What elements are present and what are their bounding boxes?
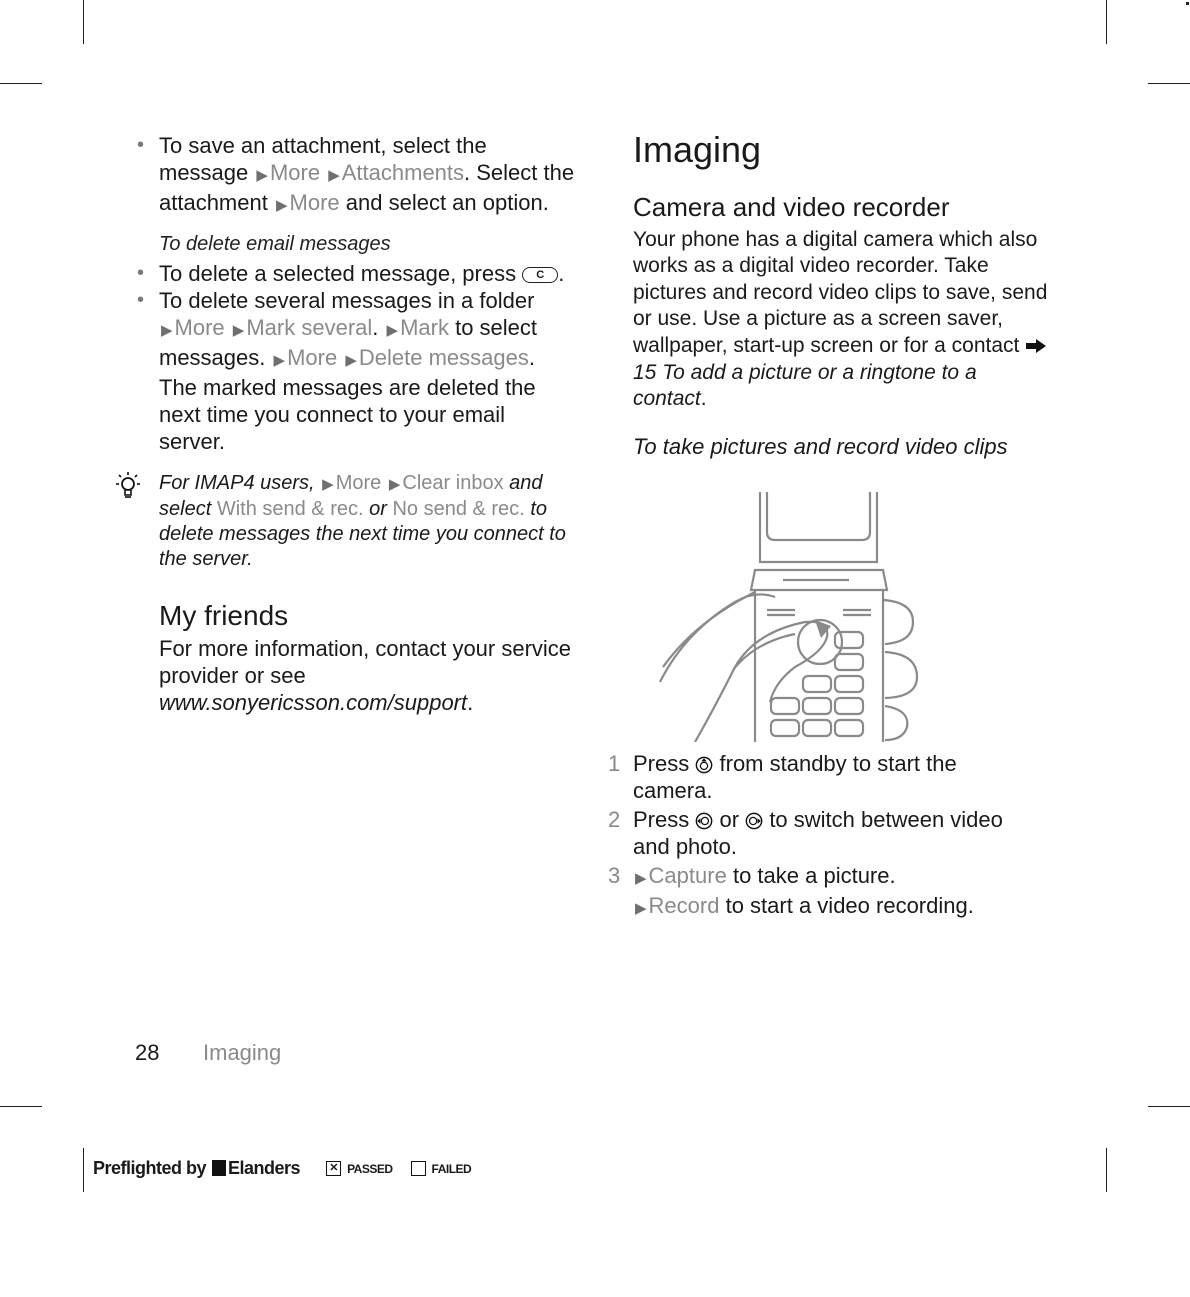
crop-mark — [1106, 0, 1107, 44]
step-1: 1 Press from standby to start the camera. — [608, 751, 957, 803]
page-number: 28 — [135, 1040, 160, 1065]
camera-intro: Your phone has a digital camera which also works as a digital video recorder. Take pictures and record video clips to save, send or use. Use a picture as a screen saver, wallpaper, start-up screen or for a contact 15 To add a picture or a ringtone to a contact. — [633, 227, 1048, 411]
cross-reference-arrow-icon — [1025, 338, 1047, 354]
crop-mark — [0, 1106, 42, 1107]
delete-heading: To delete email messages — [159, 233, 391, 255]
menu-more: More — [335, 472, 382, 494]
section-name: Imaging — [203, 1040, 282, 1065]
elanders-logo: Elanders — [212, 1158, 300, 1179]
menu-mark-several: Mark several — [246, 315, 373, 340]
menu-mark: Mark — [400, 315, 449, 340]
crop-mark — [1106, 1148, 1107, 1192]
menu-more: More — [289, 190, 340, 215]
failed-checkbox — [411, 1161, 426, 1176]
step-3: 3 ▶Capture to take a picture. ▶Record to start a video recording. — [608, 863, 974, 918]
menu-clear-inbox: Clear inbox — [402, 472, 504, 494]
nav-key-right-icon — [745, 812, 763, 830]
crop-mark — [1186, 2, 1189, 5]
cross-reference[interactable]: 15 To add a picture or a ringtone to a contact — [633, 360, 977, 411]
my-friends-heading: My friends — [159, 600, 289, 631]
elanders-logo-icon — [212, 1160, 226, 1176]
right-column — [633, 128, 1053, 458]
support-url[interactable]: www.sonyericsson.com/support — [159, 690, 468, 715]
menu-more: More — [269, 160, 321, 185]
bullet-delete-several: • To delete several messages in a folder ▶More ▶Mark several. ▶Mark to select messages. ▶More ▶Delete messages. The marked messages are deleted the next time you connect to your email server. — [135, 287, 575, 455]
crop-mark — [1148, 83, 1190, 84]
menu-attachments: Attachments — [341, 160, 465, 185]
menu-more: More — [287, 345, 338, 370]
crop-mark — [1148, 1106, 1190, 1107]
page-title: Imaging — [633, 129, 762, 170]
passed-checkbox: ✕ — [326, 1161, 341, 1176]
menu-more: More — [174, 315, 225, 340]
menu-capture: Capture — [648, 863, 727, 888]
c-key-icon: C — [522, 267, 558, 283]
crop-mark — [83, 0, 84, 44]
bullet-delete-selected: • To delete a selected message, press C . — [135, 260, 575, 287]
steps-list — [608, 750, 1038, 924]
phone-camera-illustration — [655, 492, 925, 742]
bullet-save-attachment: • To save an attachment, select the message ▶More ▶Attachments. Select the attachment ▶More and select an option. — [135, 132, 575, 219]
nav-key-up-icon — [695, 756, 713, 774]
step-2: 2 Press or to switch between video and photo. — [608, 807, 1003, 859]
camera-heading: Camera and video recorder — [633, 192, 950, 222]
menu-delete-messages: Delete messages — [358, 345, 529, 370]
menu-with-send-rec: With send & rec. — [216, 498, 364, 520]
menu-no-send-rec: No send & rec. — [392, 498, 525, 520]
preflight-stamp: Preflighted by Elanders ✕ PASSED FAILED — [93, 1158, 472, 1178]
nav-key-left-icon — [695, 812, 713, 830]
menu-record: Record — [648, 893, 720, 918]
lightbulb-icon — [115, 471, 141, 501]
tip-imap4: For IMAP4 users, ▶ More ▶ Clear inbox and select With send & rec. or No send & rec. to delete messages the next time you connect to the server. — [135, 471, 575, 572]
crop-mark — [83, 1148, 84, 1192]
crop-mark — [0, 83, 42, 84]
left-column — [135, 132, 575, 716]
take-pictures-heading: To take pictures and record video clips — [633, 433, 1008, 459]
my-friends-text: For more information, contact your service provider or see www.sonyericsson.com/support. — [159, 636, 572, 715]
